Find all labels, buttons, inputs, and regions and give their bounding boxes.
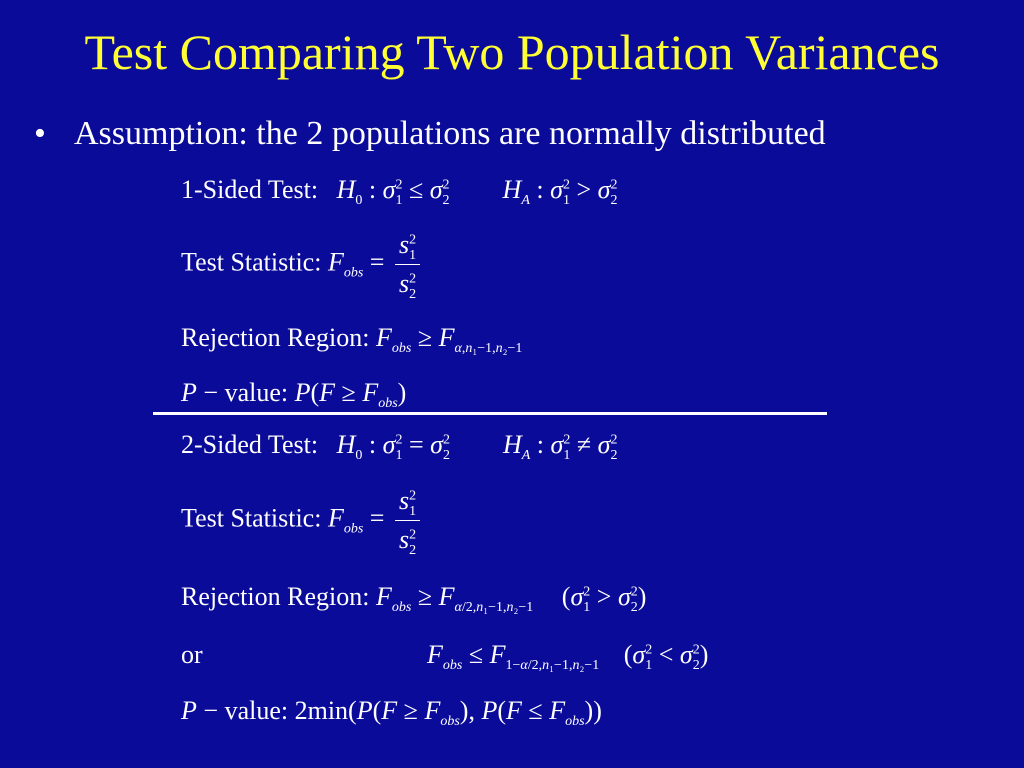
assumption-bullet xyxy=(34,112,826,156)
two-sided-rejection-or: or $F_{obs} \le F_{1-\alpha/2,n_1-1,n_2-1}$ $(\sigma^2_1 < \sigma^2_2)$ xyxy=(181,640,709,674)
two-sided-p-value: P − value: $2\min(P(F \ge F_{obs})$, $P(F \le F_{obs})$) xyxy=(181,696,602,730)
two-sided-test-stat-label: Test Statistic: xyxy=(181,503,322,533)
two-sided-label: 2-Sided Test: xyxy=(181,430,319,459)
variance-ratio: $\frac{s^2_1}{s^2_2}$ xyxy=(395,486,420,555)
slide-title: Test Comparing Two Population Variances xyxy=(84,24,940,80)
one-sided-rejection-region: Rejection Region: $F_{obs} \ge F_{\alpha,n_1-1,n_2-1}$ xyxy=(181,323,523,357)
two-sided-rejection-region: Rejection Region: $F_{obs} \ge F_{\alpha/2,n_1-1,n_2-1}$ $(\sigma^2_1 > \sigma^2_2)$ xyxy=(181,582,647,616)
one-sided-test-statistic: Test Statistic: $F_{obs}$ = $\frac{s^2_1}{s^2_2}$ xyxy=(181,230,420,299)
one-sided-test-stat-label: Test Statistic: xyxy=(181,247,322,277)
assumption-text: Assumption: the 2 populations are normally distributed xyxy=(74,115,826,152)
two-sided-hypotheses: 2-Sided Test: $H_0$ : $\sigma^2_1 = \sigma^2_2$ $H_A$ : $\sigma^2_1 \ne \sigma^2_2$ xyxy=(181,430,618,464)
two-sided-pvalue-label: value: 2min( xyxy=(224,696,357,725)
two-sided-rejection-label: Rejection Region: xyxy=(181,582,370,611)
one-sided-hypotheses: 1-Sided Test: $H_0$ : $\sigma^2_1 \le \sigma^2_2$ $H_A$ : $\sigma^2_1 > \sigma^2_2$ xyxy=(181,175,618,209)
one-sided-pvalue-label: value: xyxy=(224,378,289,407)
variance-ratio: $\frac{s^2_1}{s^2_2}$ xyxy=(395,230,420,299)
one-sided-rejection-label: Rejection Region: xyxy=(181,323,370,352)
bullet-icon: • xyxy=(34,115,46,152)
or-label: or xyxy=(181,640,203,669)
two-sided-test-statistic: Test Statistic: $F_{obs}$ = $\frac{s^2_1}{s^2_2}$ xyxy=(181,486,420,555)
section-divider xyxy=(153,412,827,415)
one-sided-label: 1-Sided Test: xyxy=(181,175,319,204)
one-sided-p-value: P − value: $P(F \ge F_{obs})$ xyxy=(181,378,407,412)
